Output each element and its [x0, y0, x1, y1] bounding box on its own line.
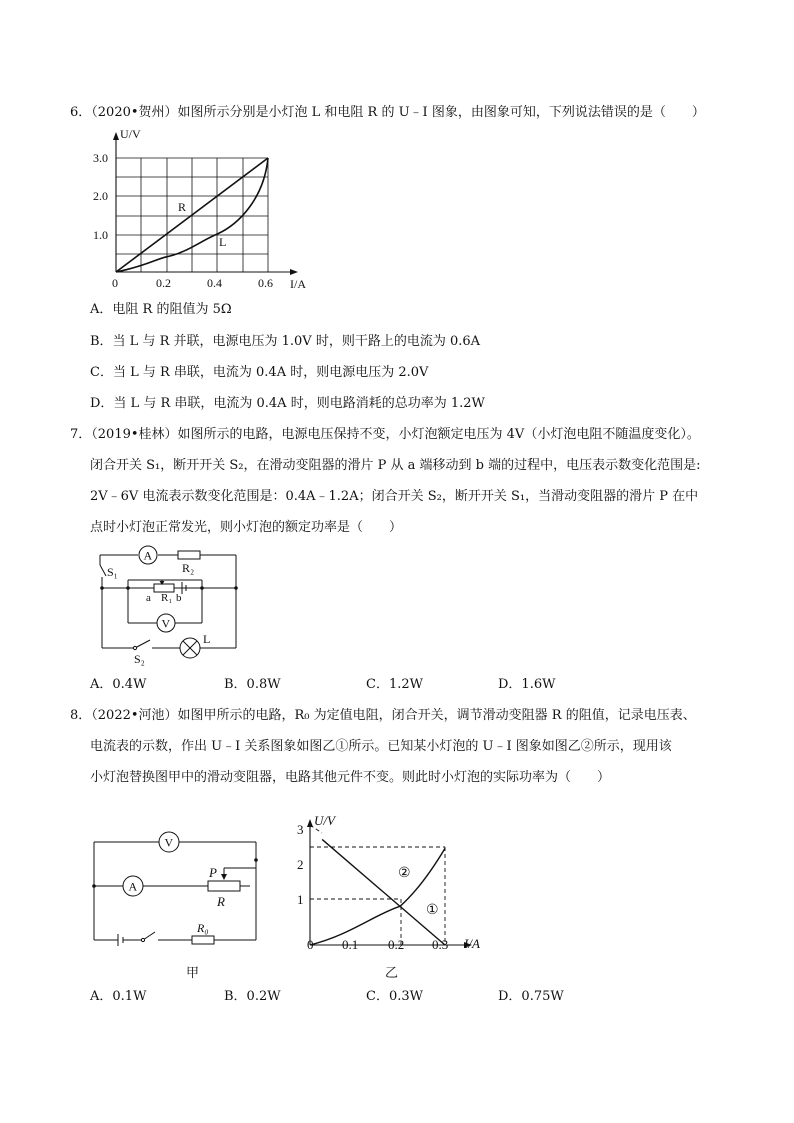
q6-ylabel: U/V	[120, 127, 141, 141]
q6-xtick-0: 0	[112, 276, 118, 290]
q6-ytick-2: 2.0	[93, 189, 108, 203]
q7-option-a: A．0.4W	[90, 677, 147, 692]
q6-option-c: C．当 L 与 R 串联，电流为 0.4A 时，则电源电压为 2.0V	[90, 365, 429, 380]
q7-ammeter-label: A	[143, 548, 153, 563]
q7-circuit-diagram	[90, 543, 250, 668]
q8-xtick-0: 0	[307, 937, 314, 952]
q8-label-r0: R₀	[197, 921, 209, 935]
q8-ylabel: U/V	[314, 813, 335, 828]
q7-option-c: C．1.2W	[366, 677, 423, 692]
q8-rheostat-r	[208, 881, 240, 891]
q8-line-1	[322, 839, 445, 945]
q6-xtick-02: 0.2	[156, 276, 171, 290]
q8-ytick-2: 2	[297, 857, 304, 872]
q8-caption-right: 乙	[385, 966, 399, 981]
q8-mark-2: ②	[398, 866, 411, 881]
q8-xtick-03: 0.3	[432, 937, 449, 952]
q8-stem-line1: 8．（2022•河池）如图甲所示的电路，R₀ 为定值电阻，闭合开关，调节滑动变阻器 R 的阻值，记录电压表、	[70, 708, 696, 723]
q6-option-b: B．当 L 与 R 并联，电源电压为 1.0V 时，则干路上的电流为 0.6A	[90, 334, 481, 349]
q7-r2-label: R₂	[182, 561, 195, 575]
q8-option-c: C．0.3W	[366, 989, 423, 1004]
q8-xtick-01: 0.1	[342, 937, 359, 952]
q8-option-d: D．0.75W	[498, 989, 564, 1004]
q8-ammeter-label: A	[128, 879, 138, 894]
q6-stem: 6．（2020•贺州）如图所示分别是小灯泡 L 和电阻 R 的 U﹣I 图象，由图象可知，下列说法错误的是（ ）	[70, 105, 705, 120]
q8-node-left	[92, 884, 96, 888]
q7-label-a: a	[146, 592, 151, 604]
q8-mark-1: ①	[426, 903, 439, 918]
q8-voltmeter-label: V	[164, 835, 174, 850]
q6-x-arrow	[290, 269, 298, 275]
q6-option-d: D．当 L 与 R 串联，电流为 0.4A 时，则电路消耗的总功率为 1.2W	[90, 396, 485, 411]
q7-node-2	[126, 586, 130, 590]
q8-slider-arrowhead	[221, 874, 227, 880]
q8-label-p: P	[209, 865, 217, 880]
q8-ytick-1: 1	[297, 892, 304, 907]
q8-ytick-3: 3	[297, 822, 304, 837]
q6-option-a: A．电阻 R 的阻值为 5Ω	[90, 302, 232, 317]
q8-stem-line2: 电流表的示数，作出 U﹣I 关系图象如图乙①所示。已知某小灯泡的 U﹣I 图象如图乙②所示，现用该	[90, 739, 672, 754]
q6-y-arrow	[113, 132, 119, 140]
q7-s1-label: S₁	[107, 565, 118, 579]
q8-y-arrow	[307, 819, 313, 827]
q7-lamp-label: L	[203, 632, 211, 646]
q6-ytick-3: 3.0	[93, 151, 108, 165]
q8-option-b: B．0.2W	[224, 989, 281, 1004]
q8-label-r: R	[217, 894, 225, 909]
q7-r1-label: R₁	[161, 592, 173, 604]
q8-circuit-diagram	[88, 822, 268, 947]
q7-node-1	[100, 586, 104, 590]
q6-xtick-04: 0.4	[207, 276, 222, 290]
q7-stem-line3: 2V﹣6V 电流表示数变化范围是：0.4A﹣1.2A；闭合开关 S₂，断开开关 S₁，当滑动变阻器的滑片 P 在中	[90, 489, 699, 504]
q7-resistor-r2	[178, 551, 200, 559]
q7-option-d: D．1.6W	[498, 677, 556, 692]
q7-option-b: B．0.8W	[224, 677, 281, 692]
q7-s2-pivot	[133, 646, 136, 649]
q7-s2-label: S₂	[134, 652, 145, 666]
q8-resistor-r0	[192, 936, 214, 944]
q8-option-a: A．0.1W	[90, 989, 147, 1004]
q6-ytick-1: 1.0	[93, 228, 108, 242]
q8-caption-left: 甲	[186, 966, 200, 981]
q8-node-right	[254, 858, 258, 862]
q8-xtick-02: 0.2	[388, 937, 405, 952]
q7-node-3	[200, 586, 204, 590]
q6-xlabel: I/A	[290, 277, 306, 291]
q8-xlabel: I/A	[464, 936, 480, 951]
q7-resistor-r1	[154, 584, 174, 592]
q7-stem-line1: 7．（2019•桂林）如图所示的电路，电源电压保持不变，小灯泡额定电压为 4V（小灯泡电阻不随温度变化）。	[70, 427, 700, 442]
q7-stem-line4: 点时小灯泡正常发光，则小灯泡的额定功率是（ ）	[90, 520, 403, 535]
q8-curve-2	[310, 848, 445, 945]
q8-switch-pivot	[141, 938, 144, 941]
q6-label-R: R	[178, 200, 187, 214]
q6-xtick-06: 0.6	[258, 276, 273, 290]
q8-stem-line3: 小灯泡替换图甲中的滑动变阻器，电路其他元件不变。则此时小灯泡的实际功率为（ ）	[90, 770, 611, 785]
q7-node-4	[234, 586, 238, 590]
q6-label-L: L	[219, 235, 227, 249]
q7-voltmeter-label: V	[161, 616, 171, 631]
q7-stem-line2: 闭合开关 S₁，断开开关 S₂，在滑动变阻器的滑片 P 从 a 端移动到 b 端的过程中，电压表示数变化范围是:	[90, 458, 701, 473]
q6-ui-graph	[90, 128, 330, 293]
q8-ui-graph	[288, 815, 498, 955]
q7-label-b: b	[176, 592, 182, 604]
